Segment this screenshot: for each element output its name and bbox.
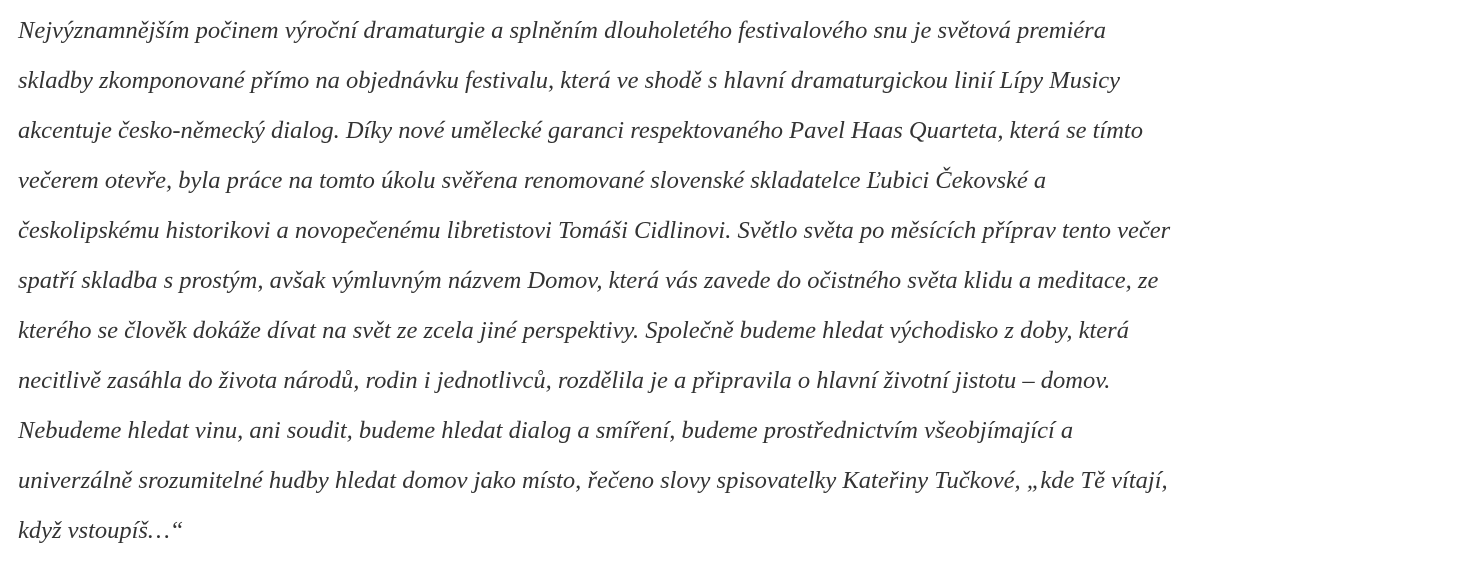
text-line-11: když vstoupíš…“ — [18, 517, 184, 544]
text-line-4: večerem otevře, byla práce na tomto úkolu svěřena renomované slovenské skladatelce Ľubici Čekovské a — [18, 167, 1047, 194]
text-line-1: Nejvýznamnějším počinem výroční dramaturgie a splněním dlouholetého festivalového snu je světová premiéra — [18, 17, 1106, 44]
text-line-5: českolipskému historikovi a novopečenému libretistovi Tomáši Cidlinovi. Světlo světa po měsících příprav tento večer — [18, 217, 1171, 244]
article-body — [18, 6, 1463, 556]
paragraph — [18, 6, 1463, 556]
text-line-10: univerzálně srozumitelné hudby hledat domov jako místo, řečeno slovy spisovatelky Kateřiny Tučkové, „kde Tě vítají, — [18, 467, 1168, 494]
text-line-8: necitlivě zasáhla do života národů, rodin i jednotlivců, rozdělila je a připravila o hlavní životní jistotu – domov. — [18, 367, 1111, 394]
text-line-9: Nebudeme hledat vinu, ani soudit, budeme hledat dialog a smíření, budeme prostřednictvím všeobjímající a — [18, 417, 1074, 444]
text-line-7: kterého se člověk dokáže dívat na svět ze zcela jiné perspektivy. Společně budeme hledat východisko z doby, která — [18, 317, 1129, 344]
text-line-3: akcentuje česko-německý dialog. Díky nové umělecké garanci respektovaného Pavel Haas Quarteta, která se tímto — [18, 117, 1143, 144]
text-line-2: skladby zkomponované přímo na objednávku festivalu, která ve shodě s hlavní dramaturgickou linií Lípy Musicy — [18, 67, 1121, 94]
text-line-6: spatří skladba s prostým, avšak výmluvným názvem Domov, která vás zavede do očistného světa klidu a meditace, ze — [18, 267, 1159, 294]
